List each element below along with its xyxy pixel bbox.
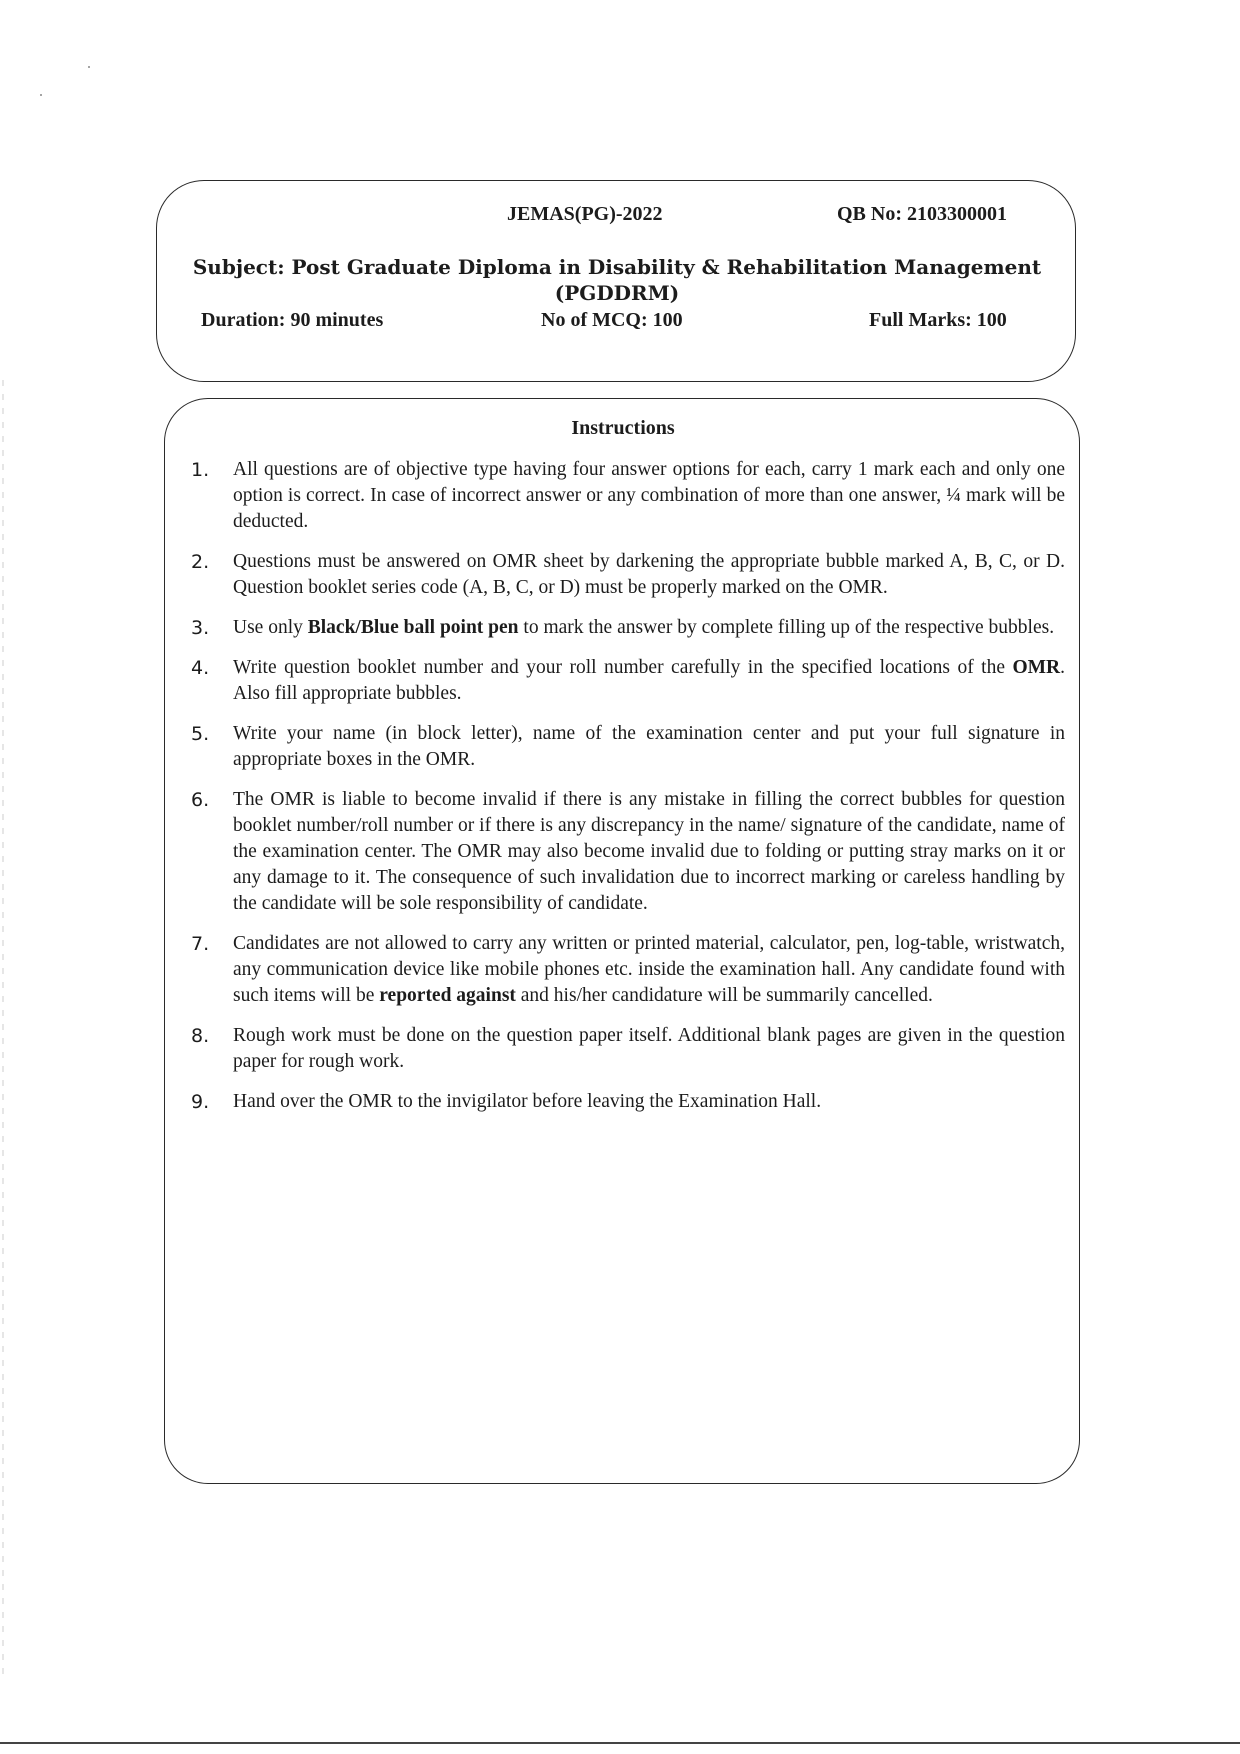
- instruction-segment: Write your name (in block letter), name of the examination center and put your full signature in appropriate boxes in the OMR.: [233, 723, 1065, 770]
- scan-dot: [88, 66, 90, 68]
- instruction-item: [185, 931, 1065, 1009]
- instruction-text: [233, 789, 1065, 914]
- instruction-text: [233, 1025, 1065, 1072]
- subject-title: Subject: Post Graduate Diploma in Disability & Rehabilitation Management: [192, 255, 1042, 279]
- instruction-text: [233, 723, 1065, 770]
- instruction-segment: Hand over the OMR to the invigilator before leaving the Examination Hall.: [233, 1091, 822, 1112]
- page-bottom-rule: [0, 1742, 1240, 1744]
- instruction-number: 3.: [191, 617, 210, 639]
- instruction-number: 2.: [191, 551, 210, 573]
- instruction-segment: to mark the answer by complete filling up of the respective bubbles.: [518, 617, 1055, 638]
- instruction-emphasis: OMR: [1012, 657, 1061, 678]
- instruction-number: 9.: [191, 1091, 210, 1113]
- instruction-segment: The OMR is liable to become invalid if there is any mistake in filling the correct bubbles for question booklet number/roll number or if there is any discrepancy in the name/ signature of the candidate, name of the examination center. The OMR may also become invalid due to folding or putting stray marks on it or any damage to it. The consequence of such invalidation due to incorrect marking or careless handling by the candidate will be sole responsibility of candidate.: [233, 789, 1065, 914]
- instruction-number: 4.: [191, 657, 210, 679]
- instruction-segment: Write question booklet number and your roll number carefully in the specified locations of the: [233, 657, 1013, 678]
- instruction-item: [185, 787, 1065, 917]
- instruction-item: [185, 1089, 1065, 1115]
- instruction-segment: Rough work must be done on the question paper itself. Additional blank pages are given in the question paper for rough work.: [233, 1025, 1065, 1072]
- full-marks: Full Marks: 100: [869, 309, 1007, 331]
- instruction-text: [233, 1091, 821, 1112]
- instruction-item: [185, 655, 1065, 707]
- instruction-number: 6.: [191, 789, 210, 811]
- instruction-text: [233, 657, 1065, 704]
- instruction-segment: Use only: [233, 617, 308, 638]
- instruction-segment: and his/her candidature will be summarily cancelled.: [515, 985, 933, 1006]
- instruction-number: 8.: [191, 1025, 210, 1047]
- instruction-emphasis: reported against: [379, 985, 516, 1006]
- scan-dot: [40, 94, 42, 96]
- instruction-segment: Candidates are not allowed to carry any written or printed material, calculator, pen, log-table, wristwatch, any communication device like mobile phones etc. inside the examination hall. Any candidate found with such items will be: [233, 933, 1065, 1006]
- instruction-text: [233, 617, 1054, 638]
- scan-edge-artifact: [2, 380, 4, 1680]
- header-box: [156, 180, 1076, 382]
- instruction-text: [233, 551, 1065, 598]
- instructions-list: [185, 457, 1065, 1129]
- instructions-box: [164, 398, 1080, 1484]
- exam-name: JEMAS(PG)-2022: [507, 203, 663, 225]
- instruction-segment: Questions must be answered on OMR sheet by darkening the appropriate bubble marked A, B, C, or D. Question booklet series code (A, B, C, or D) must be properly marked on the OMR.: [233, 551, 1065, 598]
- subject-code: (PGDDRM): [554, 281, 680, 305]
- instruction-number: 7.: [191, 933, 210, 955]
- instruction-text: [233, 459, 1065, 532]
- mcq-count: No of MCQ: 100: [541, 309, 683, 331]
- instructions-title: Instructions: [571, 417, 675, 439]
- instruction-segment: . Also fill appropriate bubbles.: [233, 657, 1065, 704]
- instruction-item: [185, 721, 1065, 773]
- duration: Duration: 90 minutes: [201, 309, 384, 331]
- instruction-item: [185, 615, 1065, 641]
- qb-number: QB No: 2103300001: [837, 203, 1007, 225]
- instruction-item: [185, 1023, 1065, 1075]
- instruction-item: [185, 457, 1065, 535]
- instruction-text: [233, 933, 1065, 1006]
- instruction-number: 1.: [191, 459, 210, 481]
- instruction-emphasis: Black/Blue ball point pen: [307, 617, 519, 638]
- instruction-number: 5.: [191, 723, 210, 745]
- instruction-item: [185, 549, 1065, 601]
- instruction-segment: All questions are of objective type having four answer options for each, carry 1 mark each and only one option is correct. In case of incorrect answer or any combination of more than one answer, ¼ mark will be deducted.: [233, 459, 1065, 532]
